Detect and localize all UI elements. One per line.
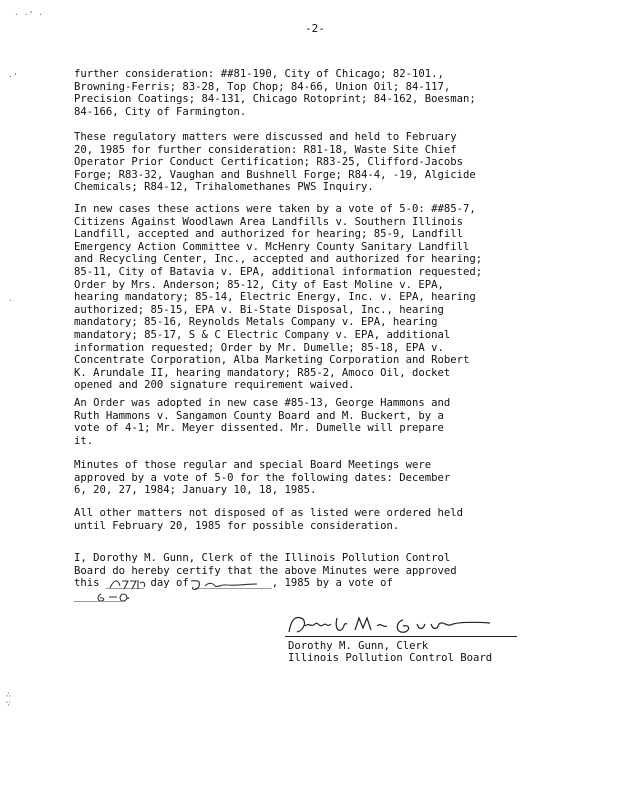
handwritten-day — [108, 577, 168, 591]
handwritten-month — [187, 578, 267, 592]
scan-artifact-left-3: ∴ ∵ — [6, 690, 11, 708]
scan-artifact-left-2: · — [8, 296, 13, 305]
signer-name: Dorothy M. Gunn, Clerk — [288, 640, 429, 652]
signature-handwritten — [285, 612, 495, 638]
scan-artifact-left-1: ·’ — [8, 72, 18, 81]
paragraph-new-cases: In new cases these actions were taken by a vote of 5-0: ##85-7, Citizens Against Woodlawn Area Landfills v. Southern Illinois Landfill, accepted and authorized for hearing; 85-9, Landfill Emergency Action Committee v. McHenry County Sanitary Landfill and Recycling Center, Inc., accepted and authorized for hearing; 85-11, City of Batavia v. EPA, additional information requested; Order by Mrs. Anderson; 85-12, City of East Moline v. EPA, hearing mandatory; 85-14, Electric Energy, Inc. v. EPA, hearing authorized; 85-15, EPA v. Bi-State Disposal, Inc., hearing mandatory; 85-16, Reynolds Metals Company v. EPA, hearing mandatory; 85-17, S & C Electric Company v. EPA, additional information requested; Order by Mr. Dumelle; 85-18, EPA v. Concentrate Corporation, Alba Marketing Corporation and Robert K. Arundale II, hearing mandatory; R85-2, Amoco Oil, docket opened and 200 signature requirement waived. — [74, 203, 483, 392]
paragraph-order-adopted: An Order was adopted in new case #85-13, George Hammons and Ruth Hammons v. Sangamon County Board and M. Buckert, by a vote of 4-1; Mr. Meyer dissented. Mr. Dumelle will prepare it. — [74, 397, 451, 447]
paragraph-other-matters: All other matters not disposed of as listed were ordered held until February 20, 1985 for possible consideration. — [74, 507, 464, 532]
paragraph-regulatory-matters: These regulatory matters were discussed and held to February 20, 1985 for further consideration: R81-18, Waste Site Chief Operator Prior Conduct Certification; R83-25, Clifford-Jacobs Forge; R83-32, Vaughan and Bushnell Forge; R84-4, -19, Algicide Chemicals; R84-12, Trihalomethanes PWS Inquiry. — [74, 131, 476, 194]
certification-statement: I, Dorothy M. Gunn, Clerk of the Illinois Pollution Control Board do hereby certify that the above Minutes were approved this ______ day of ____________, 1985 by a vote of ________. — [74, 552, 457, 602]
handwritten-vote — [95, 590, 145, 604]
signature-line — [285, 636, 517, 637]
signer-title: Illinois Pollution Control Board — [288, 652, 493, 664]
scan-artifact-top-left: · ·’ · — [14, 10, 43, 19]
paragraph-held-matters-continued: further consideration: ##81-190, City of Chicago; 82-101., Browning-Ferris; 83-28, Top Chop; 84-66, Union Oil; 84-117, Precision Coatings; 84-131, Chicago Rotoprint; 84-162, Boesman; 84-166, City of Farmington. — [74, 68, 476, 118]
paragraph-minutes-approved: Minutes of those regular and special Board Meetings were approved by a vote of 5-0 for the following dates: December 6, 20, 27, 1984; January 10, 18, 1985. — [74, 459, 451, 497]
page-number: -2- — [305, 22, 325, 35]
